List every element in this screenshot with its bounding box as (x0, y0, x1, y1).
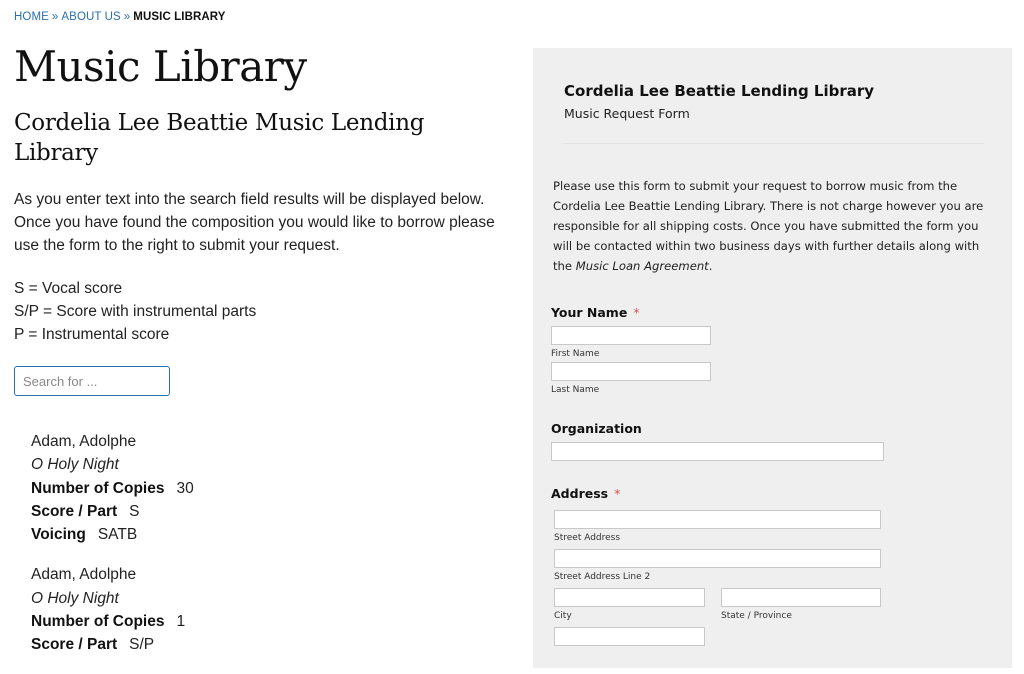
page-title: Music Library (14, 42, 307, 91)
city-input[interactable] (554, 588, 705, 607)
form-subtitle: Music Request Form (564, 106, 690, 121)
result-score (31, 500, 514, 523)
address-label (551, 486, 620, 501)
score-label: Score / Part (31, 502, 118, 520)
state-sublabel: State / Province (721, 611, 792, 621)
address-label-text: Address (551, 486, 609, 501)
loan-agreement-text: Music Loan Agreement (575, 259, 709, 273)
breadcrumb-about-link[interactable]: ABOUT US (61, 11, 121, 23)
copies-label: Number of Copies (31, 479, 165, 497)
legend-item-s: S = Vocal score (14, 280, 123, 297)
page-subtitle: Cordelia Lee Beattie Music Lending Library (14, 110, 425, 166)
state-input[interactable] (721, 588, 881, 607)
voicing-label: Voicing (31, 526, 86, 544)
breadcrumb (14, 11, 226, 23)
result-copies (31, 610, 514, 633)
first-name-input[interactable] (551, 326, 711, 345)
required-mark: * (633, 305, 640, 320)
first-name-sublabel: First Name (551, 349, 600, 359)
name-label (551, 305, 640, 320)
street-address-2-input[interactable] (554, 549, 881, 568)
last-name-input[interactable] (551, 362, 711, 381)
street-address-input[interactable] (554, 510, 881, 529)
score-value: S/P (129, 636, 155, 654)
voicing-value: SATB (97, 526, 138, 544)
form-description-end: . (708, 259, 713, 273)
breadcrumb-separator: » (123, 11, 131, 23)
copies-value: 1 (176, 613, 186, 631)
result-item (31, 563, 514, 656)
legend-item-p: P = Instrumental score (14, 326, 170, 343)
result-item (31, 430, 514, 546)
result-copies (31, 477, 514, 500)
score-legend (14, 277, 514, 346)
breadcrumb-home-link[interactable]: HOME (14, 11, 49, 23)
breadcrumb-current: MUSIC LIBRARY (133, 11, 226, 23)
form-description (553, 176, 998, 276)
copies-value: 30 (176, 479, 194, 497)
search-input[interactable] (14, 366, 170, 396)
result-score (31, 633, 514, 656)
result-composer: Adam, Adolphe (31, 433, 137, 450)
result-title: O Holy Night (31, 589, 119, 607)
required-mark: * (614, 486, 621, 501)
result-composer: Adam, Adolphe (31, 566, 137, 584)
breadcrumb-separator: » (51, 11, 59, 23)
result-title: O Holy Night (31, 456, 119, 474)
score-value: S (129, 502, 140, 520)
last-name-sublabel: Last Name (551, 385, 600, 395)
form-description-text: Please use this form to submit your request to borrow music from the Cordelia Lee Beattie Lending Library. There is not charge however you are responsible for all shipping costs. Once you have submitted the form you will be contacted within two business days with further details along with the (553, 179, 984, 273)
organization-input[interactable] (551, 442, 884, 461)
score-label: Score / Part (31, 636, 118, 654)
city-sublabel: City (554, 611, 572, 621)
postal-code-input[interactable] (554, 627, 705, 646)
legend-item-sp: S/P = Score with instrumental parts (14, 303, 257, 320)
form-divider (564, 143, 984, 144)
search-results (31, 430, 514, 657)
main-content (14, 40, 514, 674)
form-title: Cordelia Lee Beattie Lending Library (564, 82, 875, 100)
copies-label: Number of Copies (31, 613, 165, 631)
organization-label: Organization (551, 421, 642, 436)
street-address-2-sublabel: Street Address Line 2 (554, 572, 651, 582)
result-voicing (31, 523, 514, 546)
name-label-text: Your Name (551, 305, 628, 320)
intro-text: As you enter text into the search field results will be displayed below. Once you have found the composition you would like to borrow please use the form to the right to submit your request. (14, 191, 495, 254)
request-form-panel (533, 48, 1012, 668)
street-address-sublabel: Street Address (554, 533, 621, 543)
